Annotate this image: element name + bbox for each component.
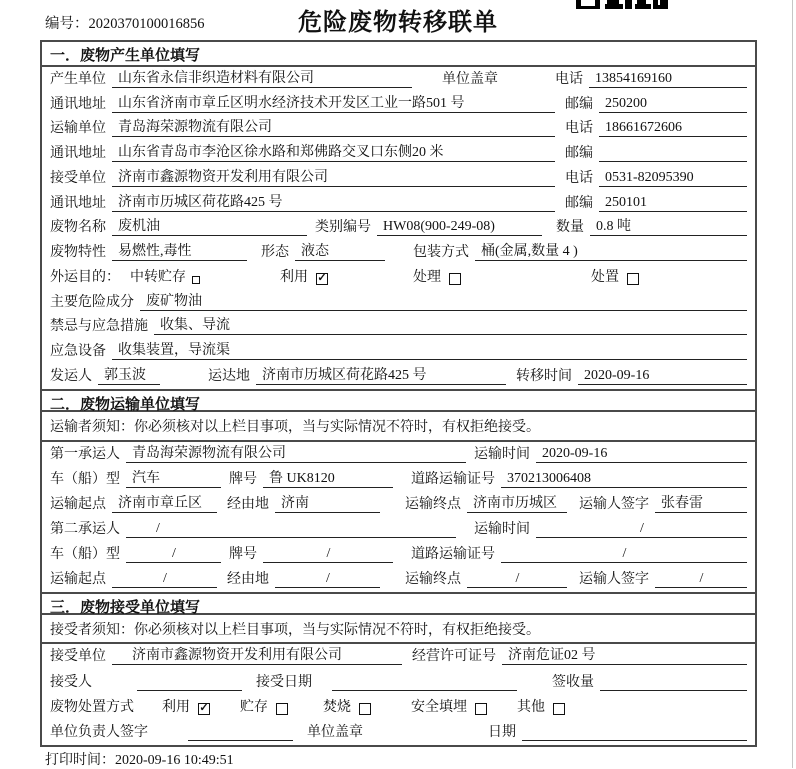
receiver-address-label: 通讯地址 bbox=[50, 195, 106, 211]
permit-label: 经营许可证号 bbox=[412, 649, 496, 665]
destination-value: 济南市历城区荷花路425 号 bbox=[256, 364, 506, 385]
row-transporter-unit bbox=[42, 117, 755, 142]
vehicle-type2-label: 车（船）型 bbox=[50, 547, 120, 562]
purpose-option-storage: 中转贮存 bbox=[130, 266, 200, 286]
unit-seal-label: 单位盖章 bbox=[442, 71, 498, 87]
plate2-value: / bbox=[263, 546, 393, 563]
vehicle-type2-value: / bbox=[126, 546, 221, 563]
accept-date-value bbox=[332, 674, 517, 691]
disposal-option-incinerate: 焚烧 bbox=[323, 696, 371, 716]
row-waste-character bbox=[42, 240, 755, 265]
origin2-value: / bbox=[112, 571, 217, 588]
producer-phone-value: 13854169160 bbox=[589, 71, 747, 88]
receiver-address-value: 济南市历城区荷花路425 号 bbox=[112, 191, 555, 212]
accept-person-value bbox=[137, 674, 242, 691]
plate-value: 鲁 UK8120 bbox=[263, 467, 393, 488]
endpoint-label: 运输终点 bbox=[405, 497, 461, 512]
transfer-time-value: 2020-09-16 bbox=[578, 368, 747, 385]
plate2-label: 牌号 bbox=[229, 547, 257, 562]
permit-value: 济南危证02 号 bbox=[502, 644, 747, 665]
accept-unit-label: 接受单位 bbox=[50, 649, 106, 665]
origin2-label: 运输起点 bbox=[50, 572, 106, 587]
row-transporter-address bbox=[42, 141, 755, 166]
transporter-unit-label: 运输单位 bbox=[50, 121, 106, 137]
responsible-sign-value bbox=[188, 724, 293, 741]
seal-date-value bbox=[522, 724, 747, 741]
waste-name-value: 废机油 bbox=[112, 215, 307, 236]
via2-value: / bbox=[275, 571, 380, 588]
row-first-vehicle bbox=[42, 467, 755, 492]
emergency-equipment-label: 应急设备 bbox=[50, 344, 106, 360]
utilize-checkbox-icon: ✓ bbox=[317, 272, 327, 285]
transporter-zip-label: 邮编 bbox=[565, 146, 593, 162]
transport-time-label: 运输时间 bbox=[474, 447, 530, 462]
serial-number: 编号：2020370100016856 bbox=[45, 16, 205, 32]
accept-date-label: 接受日期 bbox=[256, 674, 312, 690]
disposal-other-checkbox-icon bbox=[553, 703, 565, 715]
transporter-address-label: 通讯地址 bbox=[50, 146, 106, 162]
row-first-carrier bbox=[42, 442, 755, 467]
disposal-store-checkbox-icon bbox=[276, 703, 288, 715]
producer-unit-label: 产生单位 bbox=[50, 71, 106, 87]
transporter-phone-value: 18661672606 bbox=[599, 120, 747, 137]
endpoint-value: 济南市历城区 bbox=[467, 492, 567, 513]
transporter-phone-label: 电话 bbox=[565, 121, 593, 137]
receiver-unit-value: 济南市鑫源物资开发利用有限公司 bbox=[112, 166, 555, 187]
waste-form-value: 液态 bbox=[295, 240, 385, 261]
waste-code-value: HW08(900-249-08) bbox=[377, 219, 542, 236]
disposal-option-store: 贮存 bbox=[240, 696, 288, 716]
row-second-vehicle bbox=[42, 542, 755, 567]
producer-phone-label: 电话 bbox=[555, 71, 583, 87]
sender-value: 郭玉波 bbox=[98, 364, 160, 385]
accept-unit-value: 济南市鑫源物资开发利用有限公司 bbox=[112, 644, 402, 665]
row-second-carrier bbox=[42, 517, 755, 542]
origin-value: 济南市章丘区 bbox=[112, 492, 217, 513]
treat-checkbox-icon bbox=[449, 273, 461, 285]
carrier-sign-label: 运输人签字 bbox=[579, 497, 649, 512]
via2-label: 经由地 bbox=[227, 572, 269, 587]
via-label: 经由地 bbox=[227, 497, 269, 512]
receiver-phone-value: 0531-82095390 bbox=[599, 170, 747, 187]
accept-person-label: 接受人 bbox=[50, 674, 92, 690]
row-hazard-component bbox=[42, 290, 755, 315]
signed-amount-label: 签收量 bbox=[552, 674, 594, 690]
row-accept-person bbox=[42, 669, 755, 694]
receiver-seal-label: 单位盖章 bbox=[307, 725, 363, 740]
waste-name-label: 废物名称 bbox=[50, 220, 106, 236]
seal-date-label: 日期 bbox=[488, 725, 516, 740]
transporter-zip-value bbox=[599, 145, 747, 162]
page-right-edge bbox=[792, 0, 793, 768]
row-second-route bbox=[42, 567, 755, 592]
producer-address-value: 山东省济南市章丘区明水经济技术开发区工业一路501 号 bbox=[112, 92, 555, 113]
page-title: 危险废物转移联单 bbox=[298, 9, 498, 36]
road-license2-value: / bbox=[501, 546, 747, 563]
destination-label: 运达地 bbox=[208, 368, 250, 384]
section1-heading: 一．废物产生单位填写 bbox=[42, 42, 755, 67]
row-emergency-equipment bbox=[42, 339, 755, 364]
endpoint2-value: / bbox=[467, 571, 567, 588]
disposal-utilize-checkbox-icon: ✓ bbox=[199, 702, 209, 715]
sender-label: 发运人 bbox=[50, 368, 92, 384]
waste-qty-label: 数量 bbox=[556, 220, 584, 236]
carrier-sign2-label: 运输人签字 bbox=[579, 572, 649, 587]
second-carrier-value: / bbox=[126, 521, 456, 538]
disposal-incinerate-checkbox-icon bbox=[359, 703, 371, 715]
producer-address-label: 通讯地址 bbox=[50, 96, 106, 112]
second-carrier-label: 第二承运人 bbox=[50, 522, 120, 537]
qr-code-fragment-icon bbox=[576, 0, 668, 9]
section3-heading: 三．废物接受单位填写 bbox=[42, 592, 755, 615]
receiver-unit-label: 接受单位 bbox=[50, 170, 106, 186]
row-disposal-method bbox=[42, 695, 755, 720]
manifest-form bbox=[40, 40, 757, 747]
waste-code-label: 类别编号 bbox=[315, 220, 371, 236]
dispose-checkbox-icon bbox=[627, 273, 639, 285]
row-taboo-measures bbox=[42, 315, 755, 340]
section-transport bbox=[42, 442, 755, 592]
receiver-zip-label: 邮编 bbox=[565, 195, 593, 211]
carrier-sign2-value: / bbox=[655, 571, 747, 588]
purpose-option-utilize: 利用 ✓ bbox=[280, 269, 327, 285]
row-producer-unit bbox=[42, 67, 755, 92]
first-carrier-label: 第一承运人 bbox=[50, 447, 120, 462]
plate-label: 牌号 bbox=[229, 472, 257, 487]
row-waste-name bbox=[42, 216, 755, 241]
section-receive bbox=[42, 644, 755, 745]
transporter-address-value: 山东省青岛市李沧区徐水路和郑佛路交叉口东侧20 米 bbox=[112, 141, 555, 162]
road-license-label: 道路运输证号 bbox=[411, 472, 495, 487]
vehicle-type-value: 汽车 bbox=[126, 467, 221, 488]
packing-value: 桶(金属,数量 4 ) bbox=[475, 240, 747, 261]
waste-qty-value: 0.8 吨 bbox=[590, 215, 747, 236]
disposal-option-landfill: 安全填埋 bbox=[411, 696, 487, 716]
row-producer-address bbox=[42, 92, 755, 117]
section-producer bbox=[42, 67, 755, 389]
row-sender bbox=[42, 364, 755, 389]
waste-character-value: 易燃性,毒性 bbox=[112, 240, 247, 261]
waste-form-label: 形态 bbox=[261, 245, 289, 261]
row-accept-unit bbox=[42, 644, 755, 669]
hazard-component-value: 废矿物油 bbox=[140, 290, 747, 311]
origin-label: 运输起点 bbox=[50, 497, 106, 512]
taboo-measures-value: 收集、导流 bbox=[154, 314, 747, 335]
storage-checkbox-icon bbox=[192, 276, 200, 284]
vehicle-type-label: 车（船）型 bbox=[50, 472, 120, 487]
transport-time2-label: 运输时间 bbox=[474, 522, 530, 537]
transfer-time-label: 转移时间 bbox=[516, 368, 572, 384]
disposal-landfill-checkbox-icon bbox=[475, 703, 487, 715]
transporter-notice: 运输者须知：你必须核对以上栏目事项，当与实际情况不符时，有权拒绝接受。 bbox=[42, 412, 755, 442]
hazard-component-label: 主要危险成分 bbox=[50, 294, 134, 310]
packing-label: 包装方式 bbox=[413, 245, 469, 261]
signed-amount-value bbox=[600, 674, 747, 691]
road-license-value: 370213006408 bbox=[501, 471, 747, 488]
emergency-equipment-value: 收集装置，导流渠 bbox=[112, 339, 747, 360]
producer-zip-value: 250200 bbox=[599, 96, 747, 113]
receiver-zip-value: 250101 bbox=[599, 195, 747, 212]
producer-unit-value: 山东省永信非织造材料有限公司 bbox=[112, 67, 412, 88]
row-receiver-address bbox=[42, 191, 755, 216]
road-license2-label: 道路运输证号 bbox=[411, 547, 495, 562]
transport-time-value: 2020-09-16 bbox=[536, 446, 747, 463]
disposal-option-utilize: 利用 ✓ bbox=[162, 699, 209, 715]
waste-character-label: 废物特性 bbox=[50, 245, 106, 261]
transfer-purpose-label: 外运目的： bbox=[50, 269, 120, 285]
section2-heading: 二．废物运输单位填写 bbox=[42, 389, 755, 412]
disposal-method-label: 废物处置方式 bbox=[50, 699, 134, 715]
via-value: 济南 bbox=[275, 492, 380, 513]
purpose-option-treat: 处理 bbox=[413, 266, 461, 286]
transport-time2-value: / bbox=[536, 521, 747, 538]
carrier-sign-value: 张春雷 bbox=[655, 492, 747, 513]
disposal-option-other: 其他 bbox=[517, 696, 565, 716]
receiver-notice: 接受者须知：你必须核对以上栏目事项，当与实际情况不符时，有权拒绝接受。 bbox=[42, 615, 755, 644]
receiver-phone-label: 电话 bbox=[565, 170, 593, 186]
row-transfer-purpose bbox=[42, 265, 755, 290]
responsible-sign-label: 单位负责人签字 bbox=[50, 725, 148, 740]
producer-zip-label: 邮编 bbox=[565, 96, 593, 112]
row-first-route bbox=[42, 492, 755, 517]
row-receiver-unit bbox=[42, 166, 755, 191]
first-carrier-value: 青岛海荣源物流有限公司 bbox=[126, 442, 466, 463]
print-time: 打印时间：2020-09-16 10:49:51 bbox=[45, 753, 234, 768]
purpose-option-dispose: 处置 bbox=[591, 266, 639, 286]
row-responsible-sign bbox=[42, 720, 755, 745]
taboo-measures-label: 禁忌与应急措施 bbox=[50, 319, 148, 335]
transporter-unit-value: 青岛海荣源物流有限公司 bbox=[112, 116, 555, 137]
endpoint2-label: 运输终点 bbox=[405, 572, 461, 587]
